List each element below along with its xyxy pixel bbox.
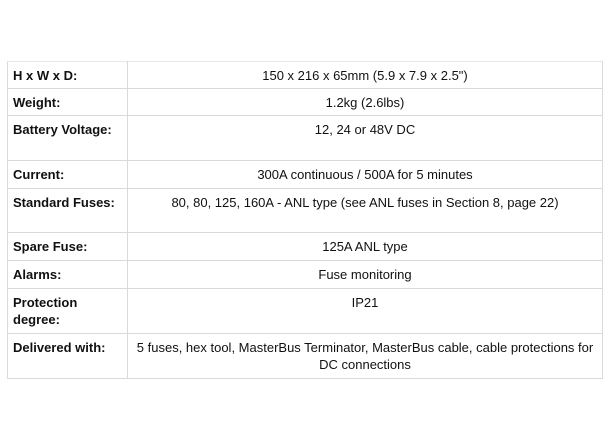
spec-label: Alarms:	[8, 261, 128, 289]
spec-row-delivered-with	[8, 334, 603, 379]
spec-label: Standard Fuses:	[8, 189, 128, 233]
spec-value: 300A continuous / 500A for 5 minutes	[128, 161, 603, 189]
spec-value: 150 x 216 x 65mm (5.9 x 7.9 x 2.5")	[128, 62, 603, 89]
spec-row-weight	[8, 89, 603, 116]
spec-label: Spare Fuse:	[8, 233, 128, 261]
spec-row-standard-fuses	[8, 189, 603, 233]
spec-value: Fuse monitoring	[128, 261, 603, 289]
spec-row-current	[8, 161, 603, 189]
spec-label: Protection degree:	[8, 289, 128, 334]
specifications-table	[7, 61, 603, 379]
spec-row-protection-degree	[8, 289, 603, 334]
spec-label: Weight:	[8, 89, 128, 116]
spec-label: Current:	[8, 161, 128, 189]
spec-label: Delivered with:	[8, 334, 128, 379]
spec-label: H x W x D:	[8, 62, 128, 89]
spec-value: 5 fuses, hex tool, MasterBus Terminator, MasterBus cable, cable protections for DC connections	[128, 334, 603, 379]
spec-value: 125A ANL type	[128, 233, 603, 261]
spec-value: 1.2kg (2.6lbs)	[128, 89, 603, 116]
spec-row-alarms	[8, 261, 603, 289]
spec-row-battery-voltage	[8, 116, 603, 161]
spec-value: IP21	[128, 289, 603, 334]
spec-row-dimensions	[8, 62, 603, 89]
spec-row-spare-fuse	[8, 233, 603, 261]
spec-label: Battery Voltage:	[8, 116, 128, 161]
spec-value: 80, 80, 125, 160A - ANL type (see ANL fuses in Section 8, page 22)	[128, 189, 603, 233]
spec-value: 12, 24 or 48V DC	[128, 116, 603, 161]
